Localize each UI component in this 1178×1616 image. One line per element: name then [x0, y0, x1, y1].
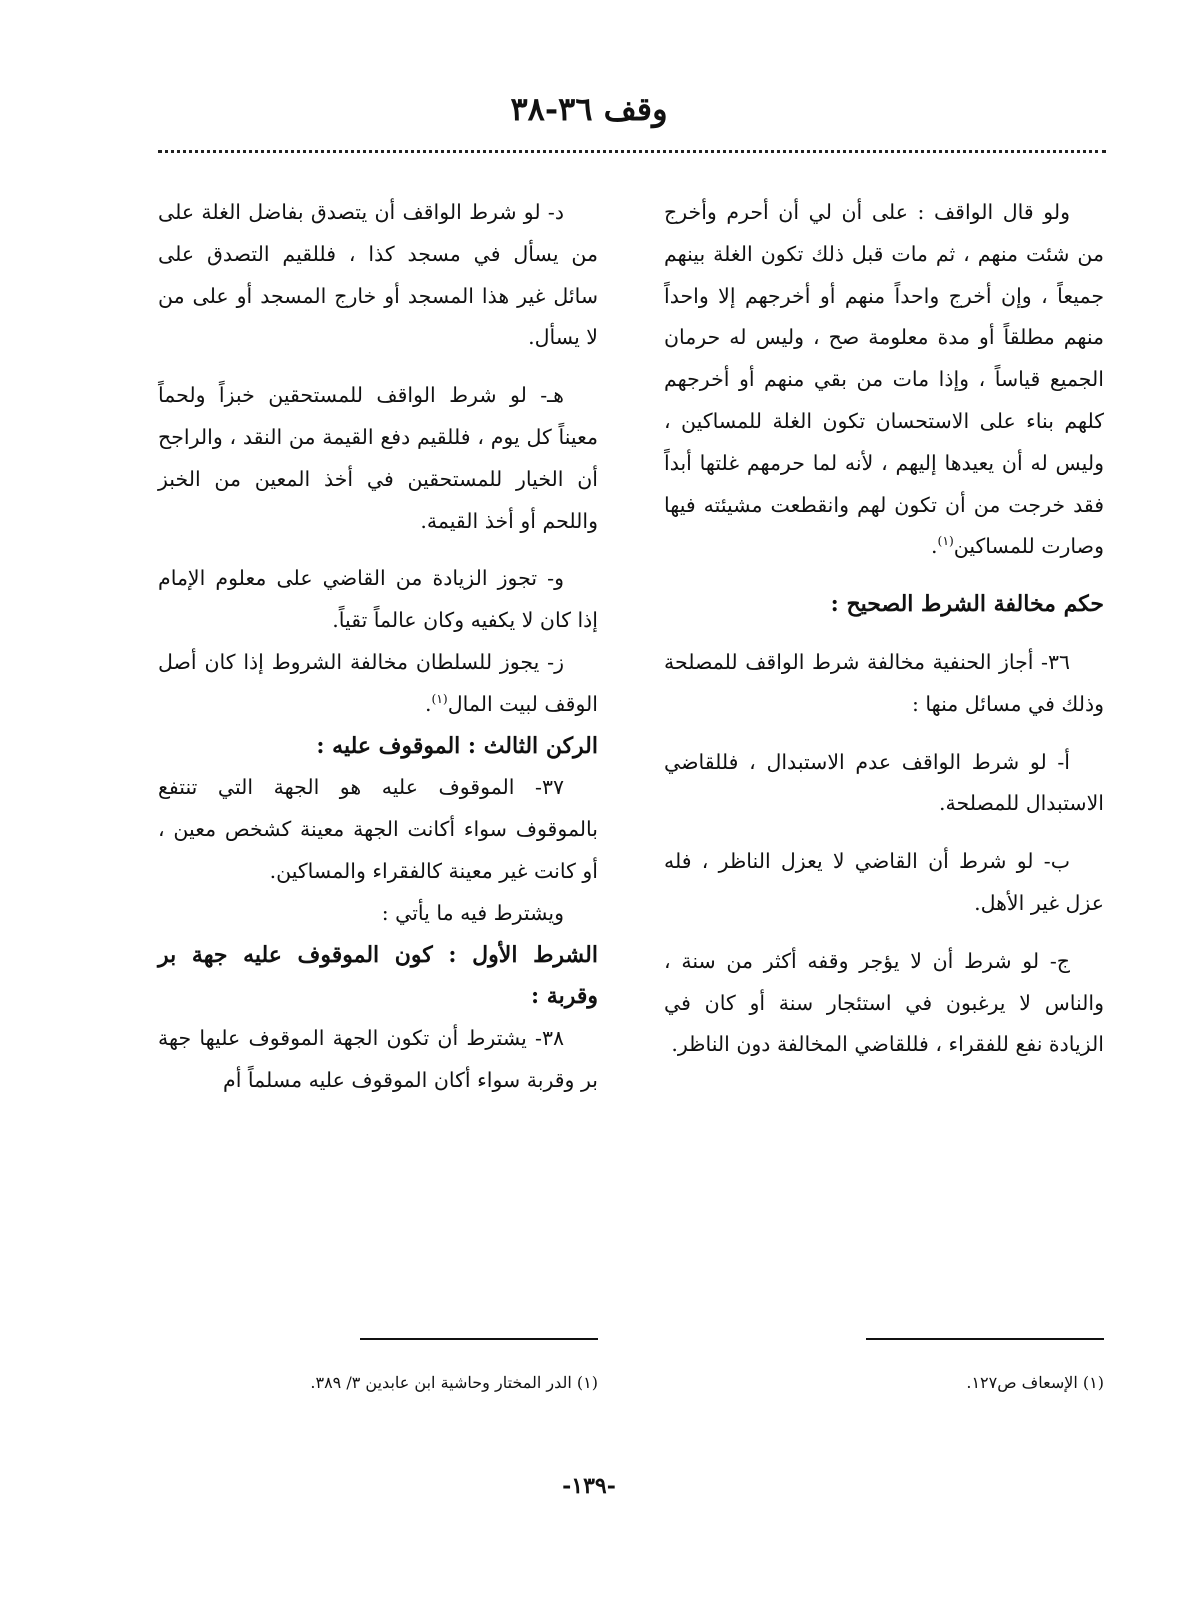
paragraph	[158, 642, 598, 726]
paragraph: أ- لو شرط الواقف عدم الاستبدال ، فللقاضي الاستبدال للمصلحة.	[664, 749, 1104, 816]
paragraph-end: .	[424, 691, 432, 716]
page-number: -١٣٩-	[562, 1473, 616, 1499]
paragraph: ٣٨- يشترط أن تكون الجهة الموقوف عليها جهة بر وقربة سواء أكان الموقوف عليه مسلماً أم	[158, 1026, 598, 1092]
section-heading: الشرط الأول : كون الموقوف عليه جهة بر وقربة :	[158, 941, 598, 1010]
section-heading: الركن الثالث : الموقوف عليه :	[316, 732, 598, 759]
footnote: (١) الإسعاف ص١٢٧.	[966, 1373, 1104, 1392]
footnote-ref: (١)	[431, 691, 448, 706]
left-column	[158, 192, 598, 1102]
footnote-divider	[866, 1338, 1104, 1340]
right-column	[664, 192, 1104, 1066]
paragraph: ويشترط فيه ما يأتي :	[381, 900, 564, 925]
paragraph: و- تجوز الزيادة من القاضي على معلوم الإمام إذا كان لا يكفيه وكان عالماً تقياً.	[158, 566, 598, 633]
paragraph: ٣٦- أجاز الحنفية مخالفة شرط الواقف للمصلحة وذلك في مسائل منها :	[664, 649, 1104, 716]
footnote-ref: (١)	[937, 534, 954, 549]
paragraph: ج- لو شرط أن لا يؤجر وقفه أكثر من سنة ، والناس لا يرغبون في استئجار سنة أو كان في الزيادة نفع للفقراء ، فللقاضي المخالفة دون الناظر.	[664, 948, 1104, 1057]
paragraph: د- لو شرط الواقف أن يتصدق بفاضل الغلة على من يسأل في مسجد كذا ، فللقيم التصدق على سائل غير هذا المسجد أو خارج المسجد أو على من لا يسأل.	[158, 200, 598, 350]
footnote-divider	[360, 1338, 598, 1340]
paragraph: ب- لو شرط أن القاضي لا يعزل الناظر ، فله عزل غير الأهل.	[664, 849, 1104, 915]
paragraph-end: .	[930, 534, 938, 559]
paragraph-text: ولو قال الواقف : على أن لي أن أحرم وأخرج من شئت منهم ، ثم مات قبل ذلك تكون الغلة بينهم جميعاً ، وإن أخرج واحداً منهم أو أخرجهم إلا واحداً منهم مطلقاً أو مدة معلومة صح ، وليس له حرمان الجميع قياساً ، وإذا مات من بقي منهم أو أخرجهم كلهم بناء على الاستحسان تكون الغلة للمساكين ، وليس له أن يعيدها إليهم ، لأنه لما حرمهم غلتها أبداً فقد خرجت من أن تكون لهم وانقطعت مشيئته فيها وصارت للمساكين	[664, 200, 1104, 559]
header-divider	[158, 150, 1106, 153]
paragraph-text: ز- يجوز للسلطان مخالفة الشروط إذا كان أصل الوقف لبيت المال	[158, 649, 598, 716]
paragraph	[664, 192, 1104, 568]
section-heading: حكم مخالفة الشرط الصحيح :	[830, 591, 1104, 618]
page-title: وقف ٣٦-٣٨	[510, 90, 668, 128]
paragraph: ٣٧- الموقوف عليه هو الجهة التي تنتفع بالموقوف سواء أكانت الجهة معينة كشخص معين ، أو كانت غير معينة كالفقراء والمساكين.	[158, 775, 598, 883]
paragraph: هـ- لو شرط الواقف للمستحقين خبزاً ولحماً معيناً كل يوم ، فللقيم دفع القيمة من النقد ، والراجح أن الخيار للمستحقين في أخذ المعين من الخبز واللحم أو أخذ القيمة.	[158, 383, 598, 533]
footnote: (١) الدر المختار وحاشية ابن عابدين ٣/ ٣٨٩.	[310, 1373, 598, 1392]
